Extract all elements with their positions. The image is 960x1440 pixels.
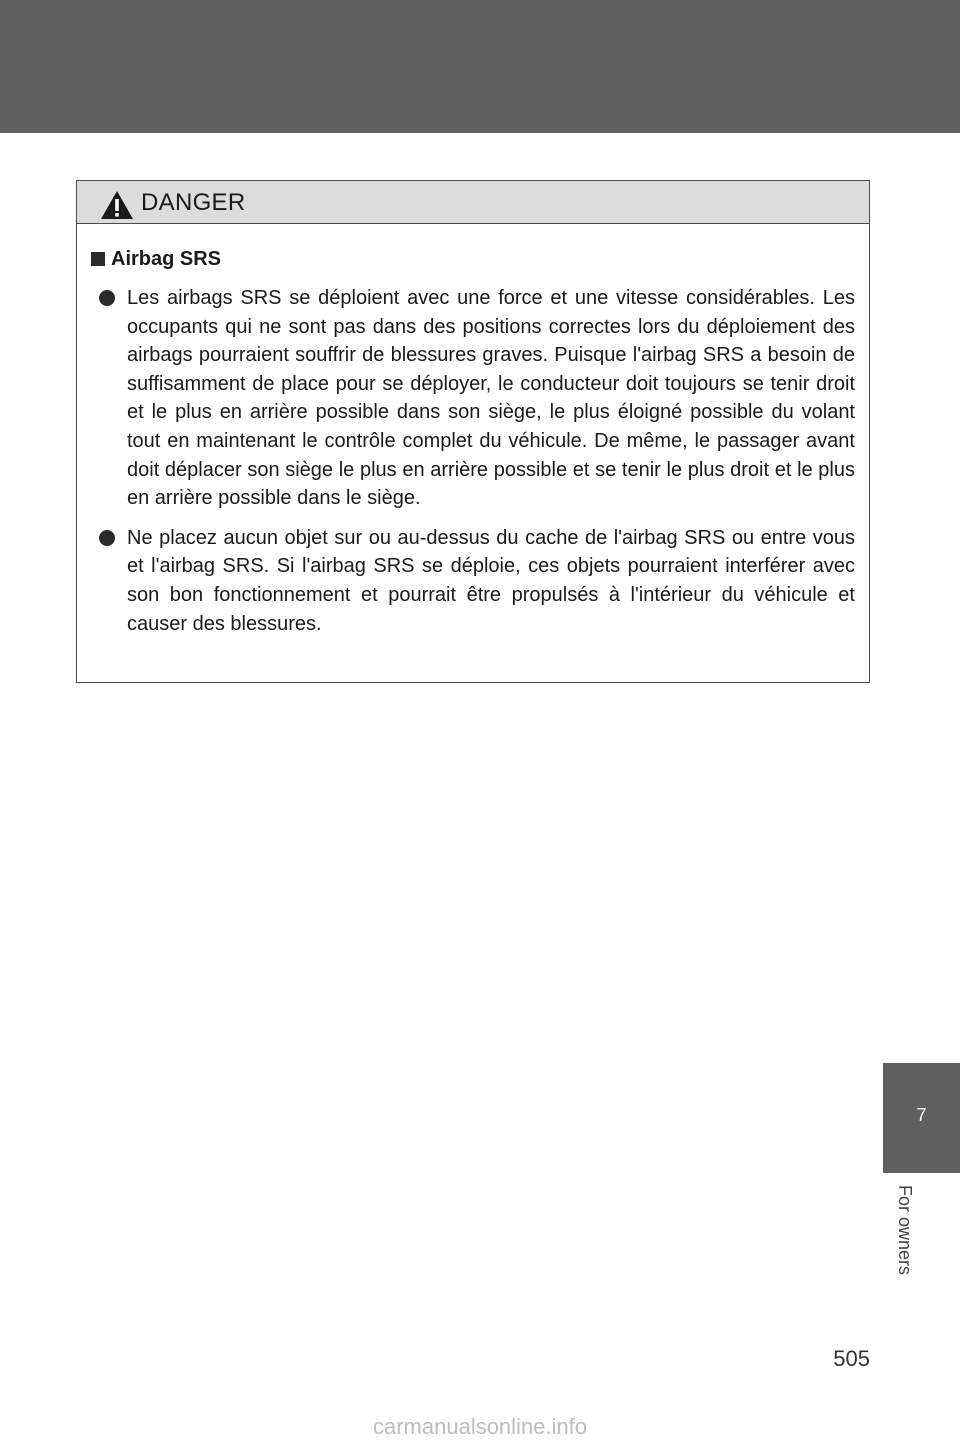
watermark: carmanualsonline.info [372, 1414, 588, 1439]
airbag-section [77, 224, 869, 638]
warning-triangle-icon [100, 190, 134, 220]
bullet-dot-icon [99, 290, 115, 306]
page-number: 505 [833, 1346, 870, 1371]
chapter-tab[interactable] [883, 1063, 960, 1173]
square-bullet-icon [91, 252, 105, 266]
danger-header [77, 181, 869, 224]
section-heading [91, 244, 855, 274]
bullet-text: Ne placez aucun objet sur ou au-dessus du cache de l'airbag SRS ou entre vous et l'airbag SRS. Si l'airbag SRS se déploie, ces objets pourraient interférer avec son bon fonctionnement et pourrait être propulsés à l'intérieur du véhicule et causer des blessures. [127, 526, 855, 635]
danger-box [76, 180, 870, 683]
bullet-item [91, 284, 855, 513]
bullet-dot-icon [99, 530, 115, 546]
bullet-item [91, 524, 855, 638]
section-title: Airbag SRS [111, 247, 222, 270]
chapter-label [891, 1185, 915, 1305]
chapter-label-text: For owners [895, 1185, 915, 1276]
danger-title: DANGER [141, 189, 246, 216]
chapter-number: 7 [916, 1105, 927, 1125]
bullet-text: Les airbags SRS se déploient avec une force et une vitesse considérables. Les occupants qui ne sont pas dans des positions correctes lors du déploiement des airbags pourraient souffrir de blessures graves. Puisque l'airbag SRS a besoin de suffisamment de place pour se déployer, le conducteur doit toujours se tenir droit et le plus en arrière possible dans son siège, le plus éloigné possible du volant tout en maintenant le contrôle complet du véhicule. De même, le passager avant doit déplacer son siège le plus en arrière possible et se tenir le plus droit et le plus en arrière possible dans le siège. [127, 287, 855, 510]
top-band [0, 0, 960, 133]
